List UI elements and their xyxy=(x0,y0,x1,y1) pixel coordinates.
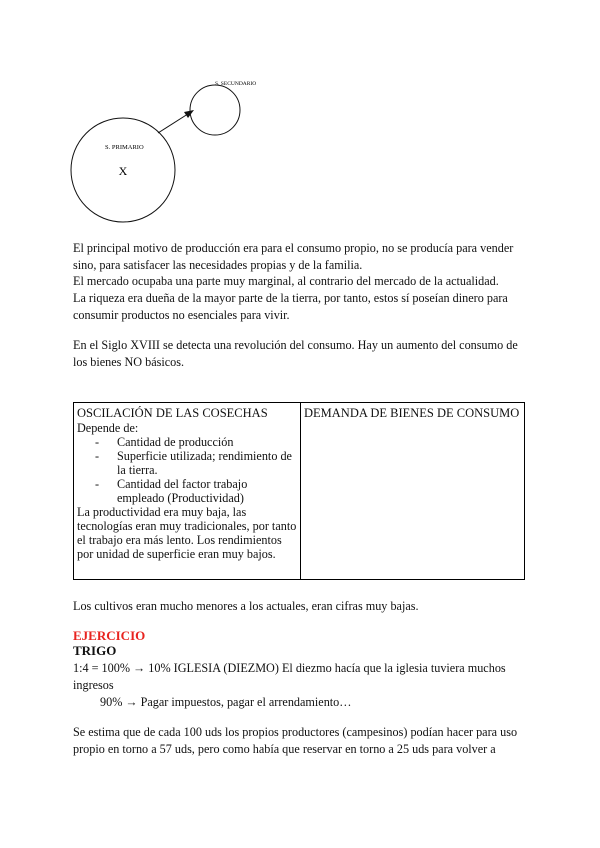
consumer-demand-title: DEMANDA DE BIENES DE CONSUMO xyxy=(304,406,520,420)
consumer-demand-cell xyxy=(301,403,524,579)
secondary-sector-label: S. SECUNDARIO xyxy=(215,81,257,87)
depends-label: Depende de: xyxy=(77,421,139,435)
exercise-subtitle: TRIGO xyxy=(73,643,117,658)
secondary-sector-circle xyxy=(190,85,240,135)
center-mark: X xyxy=(118,164,128,178)
exercise-line-taxes: 90% → Pagar impuestos, pagar el arrendamiento… xyxy=(100,695,352,709)
paragraph-crops: Los cultivos eran mucho menores a los actuales, eran cifras muy bajas. xyxy=(73,599,419,613)
list-item: - Cantidad de producción xyxy=(95,435,297,449)
exercise-line-tithe: 1:4 = 100% → 10% IGLESIA (DIEZMO) El diezmo hacía que la iglesia tuviera muchos ingresos xyxy=(73,661,506,692)
list-item: - Superficie utilizada; rendimiento de la tierra. xyxy=(95,449,297,477)
productivity-note: La productividad era muy baja, las tecnologías eran muy tradicionales, por tanto el trabajo era más lento. Los rendimientos por unidad de superficie eran muy bajos. xyxy=(77,505,297,561)
exercise-line-estimate: Se estima que de cada 100 uds los propios productores (campesinos) podían hacer para uso propio en torno a 57 uds, pero como había que reservar en torno a 25 uds para volver a xyxy=(73,725,518,756)
paragraph-wealth: La riqueza era dueña de la mayor parte de la tierra, por tanto, estos sí poseían dinero para consumir productos no esenciales para vivir. xyxy=(73,291,508,322)
harvest-demand-table xyxy=(73,402,525,580)
arrow-line xyxy=(158,112,191,133)
exercise-title: EJERCICIO xyxy=(73,628,146,643)
harvest-oscillation-title: OSCILACIÓN DE LAS COSECHAS xyxy=(77,406,268,420)
list-item: - Cantidad del factor trabajo empleado (Productividad) xyxy=(95,477,297,505)
factor-list xyxy=(77,435,297,505)
arrow-head xyxy=(184,110,194,118)
paragraph-production-motive: El principal motivo de producción era para el consumo propio, no se producía para vender sino, para satisfacer las necesidades propias y de la familia. xyxy=(73,241,514,272)
paragraph-consumption-revolution: En el Siglo XVIII se detecta una revolución del consumo. Hay un aumento del consumo de los bienes NO básicos. xyxy=(73,338,518,369)
harvest-oscillation-cell xyxy=(74,403,301,579)
sector-diagram xyxy=(60,60,280,240)
paragraph-market: El mercado ocupaba una parte muy marginal, al contrario del mercado de la actualidad. xyxy=(73,274,499,288)
primary-sector-label: S. PRIMARIO xyxy=(105,144,144,151)
